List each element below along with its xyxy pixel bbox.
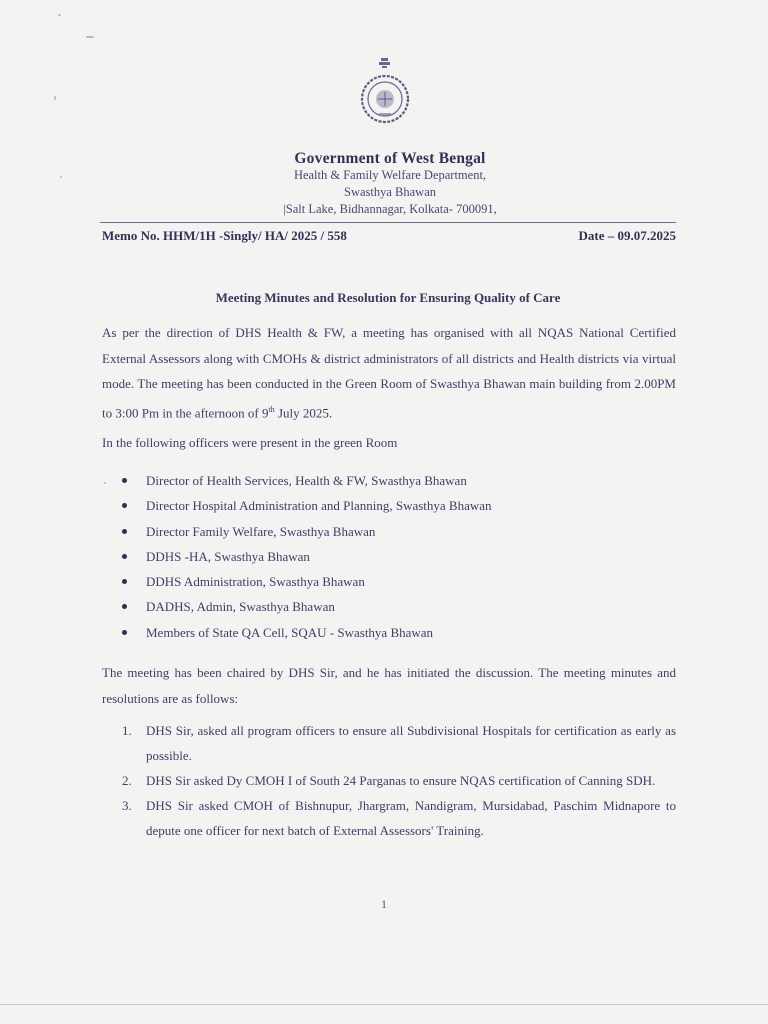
- attendee-list: [122, 468, 492, 645]
- memo-line: [102, 228, 676, 244]
- item-number: 2.: [122, 773, 132, 788]
- subject-heading: Meeting Minutes and Resolution for Ensuring Quality of Care: [215, 290, 561, 305]
- resolution-text: DHS Sir asked CMOH of Bishnupur, Jhargram, Nandigram, Mursidabad, Paschim Midnapore to depute one officer for next batch of External Assessors' Training.: [146, 798, 676, 838]
- resolution-text: DHS Sir asked Dy CMOH I of South 24 Parganas to ensure NQAS certification of Canning SDH.: [146, 773, 656, 788]
- resolution-list: [122, 718, 676, 843]
- item-number: 3.: [122, 798, 132, 813]
- attendee-name: DADHS, Admin, Swasthya Bhawan: [146, 599, 335, 615]
- page-number: 1: [381, 897, 387, 911]
- building-name: Swasthya Bhawan: [344, 185, 436, 199]
- bullet-icon: [122, 579, 127, 584]
- bullet-icon: [122, 604, 127, 609]
- attendee-name: Director Family Welfare, Swasthya Bhawan: [146, 523, 376, 539]
- scan-edge: [0, 1004, 768, 1005]
- scan-speck: [60, 176, 62, 178]
- intro-paragraph: [102, 320, 676, 425]
- resolution-item: [122, 718, 676, 768]
- government-emblem-icon: [350, 55, 420, 125]
- letterhead: [240, 150, 540, 218]
- header-divider: [100, 222, 676, 223]
- resolution-item: [122, 768, 676, 793]
- bullet-icon: [122, 630, 127, 635]
- attendee-name: Director Hospital Administration and Planning, Swasthya Bhawan: [146, 498, 492, 514]
- government-title: Government of West Bengal: [294, 150, 486, 167]
- attendee-name: DDHS Administration, Swasthya Bhawan: [146, 574, 365, 590]
- address-line: |Salt Lake, Bidhannagar, Kolkata- 700091,: [283, 202, 497, 216]
- department-name: Health & Family Welfare Department,: [293, 168, 487, 182]
- list-item: [122, 468, 492, 493]
- attendee-name: Director of Health Services, Health & FW, Swasthya Bhawan: [146, 473, 467, 488]
- intro-text: As per the direction of DHS Health & FW, a meeting has organised with all NQAS National Certified External Assessors along with CMOHs & district administrators of all districts and Health districts via virtual mode. The meeting has been conducted in the Green Room of Swasthya Bhawan main building from 2.00PM to 3:00 Pm in the afternoon of 9: [102, 325, 676, 420]
- attendee-name: Members of State QA Cell, SQAU - Swasthya Bhawan: [146, 624, 434, 640]
- memo-date: Date – 09.07.2025: [578, 228, 676, 243]
- scan-speck: [58, 14, 61, 16]
- bullet-icon: [122, 503, 127, 508]
- chair-paragraph: The meeting has been chaired by DHS Sir, and he has initiated the discussion. The meeting minutes and resolutions are as follows:: [102, 665, 676, 706]
- bullet-icon: [122, 478, 127, 483]
- scan-speck: [54, 96, 56, 100]
- list-item: [122, 493, 492, 518]
- resolution-item: [122, 793, 676, 843]
- bullet-icon: [122, 554, 127, 559]
- list-item: [122, 544, 492, 569]
- list-item: [122, 519, 492, 544]
- resolution-text: DHS Sir, asked all program officers to ensure all Subdivisional Hospitals for certification as early as possible.: [146, 723, 676, 763]
- item-number: 1.: [122, 723, 132, 738]
- list-item: [122, 620, 492, 645]
- memo-number: Memo No. HHM/1H -Singly/ HA/ 2025 / 558: [102, 228, 347, 243]
- bullet-icon: [122, 529, 127, 534]
- attendee-name: DDHS -HA, Swasthya Bhawan: [146, 548, 310, 564]
- ordinal-suffix: th: [268, 404, 275, 414]
- list-item: [122, 569, 492, 594]
- scan-speck: [86, 36, 94, 38]
- attendees-intro: In the following officers were present in the green Room: [102, 435, 398, 450]
- list-item: [122, 594, 492, 619]
- scan-speck: [104, 482, 106, 484]
- intro-text-end: July 2025.: [274, 404, 333, 420]
